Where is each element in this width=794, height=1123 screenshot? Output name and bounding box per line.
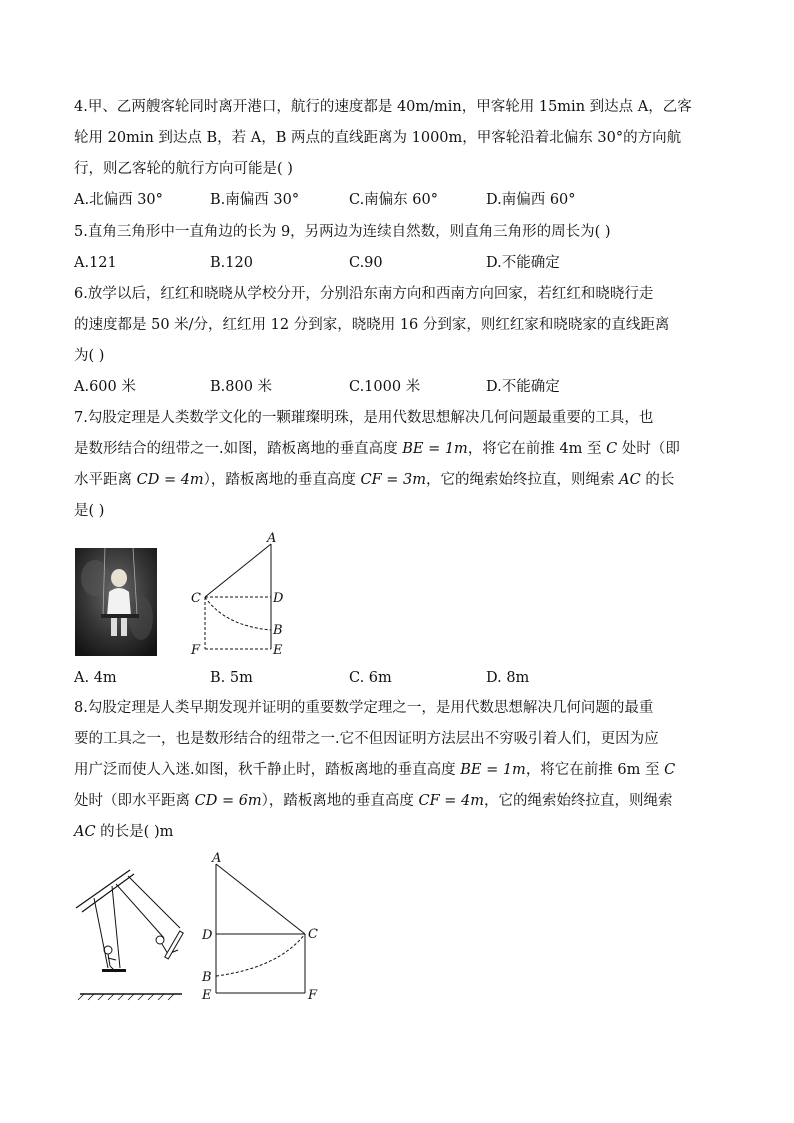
q7-line-3 [74, 470, 674, 490]
q7-label-d: D [273, 591, 284, 606]
q7-option-a: A. 4m [74, 670, 117, 686]
q8-math-be: BE = 1m [460, 762, 526, 778]
q6-line-1: 6.放学以后，红红和晓晓从学校分开，分别沿东南方向和西南方向回家，若红红和晓晓行走 [74, 286, 654, 302]
q6-option-c: C.1000 米 [349, 379, 421, 395]
q8-math-cd: CD = 6m [194, 793, 262, 809]
q8-text: 用广泛而使人入迷.如图，秋千静止时，踏板离地的垂直高度 [74, 762, 461, 778]
q7-line-2 [74, 439, 680, 459]
q7-text: ，它的绳索始终拉直，则绳索 [426, 472, 620, 488]
q4-option-a: A.北偏西 30° [74, 192, 163, 208]
q8-line-2: 要的工具之一，也是数形结合的纽带之一.它不但因证明方法层出不穷吸引着人们，更因为应 [74, 731, 659, 747]
q4-option-c: C.南偏东 60° [349, 192, 438, 208]
q8-swing-illustration [72, 868, 187, 1003]
q8-text: 的长是( )m [95, 824, 174, 840]
q7-text: ，将它在前推 4m 至 [467, 441, 607, 457]
q4-option-d: D.南偏西 60° [486, 192, 576, 208]
q7-text: 处时（即 [617, 441, 680, 457]
q7-label-f: F [191, 643, 201, 658]
q5-option-b: B.120 [210, 255, 253, 271]
q7-math-ac: AC [619, 472, 641, 488]
q7-text: 是数形结合的纽带之一.如图，踏板离地的垂直高度 [74, 441, 403, 457]
q8-line-3 [74, 760, 675, 780]
q7-label-c: C [191, 591, 201, 606]
q7-math-c: C [606, 441, 618, 457]
q7-line-1: 7.勾股定理是人类数学文化的一颗璀璨明珠，是用代数思想解决几何问题最重要的工具，也 [74, 410, 654, 426]
q5-option-c: C.90 [349, 255, 383, 271]
q8-label-a: A [212, 851, 222, 866]
q6-option-d: D.不能确定 [486, 379, 560, 395]
q6-line-2: 的速度都是 50 米/分，红红用 12 分到家，晓晓用 16 分到家，则红红家和晓晓家的直线距离 [74, 317, 670, 333]
q8-label-f: F [308, 988, 318, 1003]
q7-text: ），踏板离地的垂直高度 [203, 472, 361, 488]
q8-geometry-figure [198, 850, 328, 1008]
q7-label-e: E [273, 643, 283, 658]
q7-option-b: B. 5m [210, 670, 253, 686]
q4-line-1: 4.甲、乙两艘客轮同时离开港口，航行的速度都是 40m/min，甲客轮用 15min 到达点 A，乙客 [74, 99, 692, 115]
q7-math-cd: CD = 4m [136, 472, 204, 488]
q7-option-d: D. 8m [486, 670, 530, 686]
q4-option-b: B.南偏西 30° [210, 192, 300, 208]
q8-label-c: C [308, 927, 318, 942]
q8-line-4 [74, 791, 673, 811]
q7-math-cf: CF = 3m [360, 472, 427, 488]
q7-label-a: A [267, 531, 277, 546]
q7-text: 水平距离 [74, 472, 137, 488]
q8-math-ac: AC [74, 824, 96, 840]
q6-option-a: A.600 米 [74, 379, 136, 395]
q5-line-1: 5.直角三角形中一直角边的长为 9，另两边为连续自然数，则直角三角形的周长为( ) [74, 224, 611, 240]
q8-text: ，它的绳索始终拉直，则绳索 [484, 793, 673, 809]
q7-text: 的长 [640, 472, 675, 488]
q8-label-d: D [202, 928, 213, 943]
q7-geometry-figure [185, 530, 295, 660]
q6-line-3: 为( ) [74, 348, 105, 364]
q7-swing-photo [75, 548, 157, 656]
q8-math-cf: CF = 4m [418, 793, 485, 809]
q4-line-2: 轮用 20min 到达点 B，若 A，B 两点的直线距离为 1000m，甲客轮沿着北偏东 30°的方向航 [74, 130, 682, 146]
q8-math-c: C [664, 762, 676, 778]
q6-option-b: B.800 米 [210, 379, 273, 395]
q8-line-5 [74, 822, 173, 842]
q8-text: ），踏板离地的垂直高度 [261, 793, 419, 809]
q5-option-d: D.不能确定 [486, 255, 560, 271]
q5-option-a: A.121 [74, 255, 117, 271]
q8-text: ，将它在前推 6m 至 [525, 762, 665, 778]
q8-label-e: E [202, 988, 212, 1003]
q8-text: 处时（即水平距离 [74, 793, 195, 809]
q7-math-be: BE = 1m [402, 441, 468, 457]
q7-line-4: 是( ) [74, 503, 105, 519]
q4-line-3: 行，则乙客轮的航行方向可能是( ) [74, 161, 293, 177]
q8-line-1: 8.勾股定理是人类早期发现并证明的重要数学定理之一，是用代数思想解决几何问题的最重 [74, 700, 654, 716]
q7-label-b: B [273, 623, 283, 638]
q8-label-b: B [202, 970, 212, 985]
q7-option-c: C. 6m [349, 670, 392, 686]
